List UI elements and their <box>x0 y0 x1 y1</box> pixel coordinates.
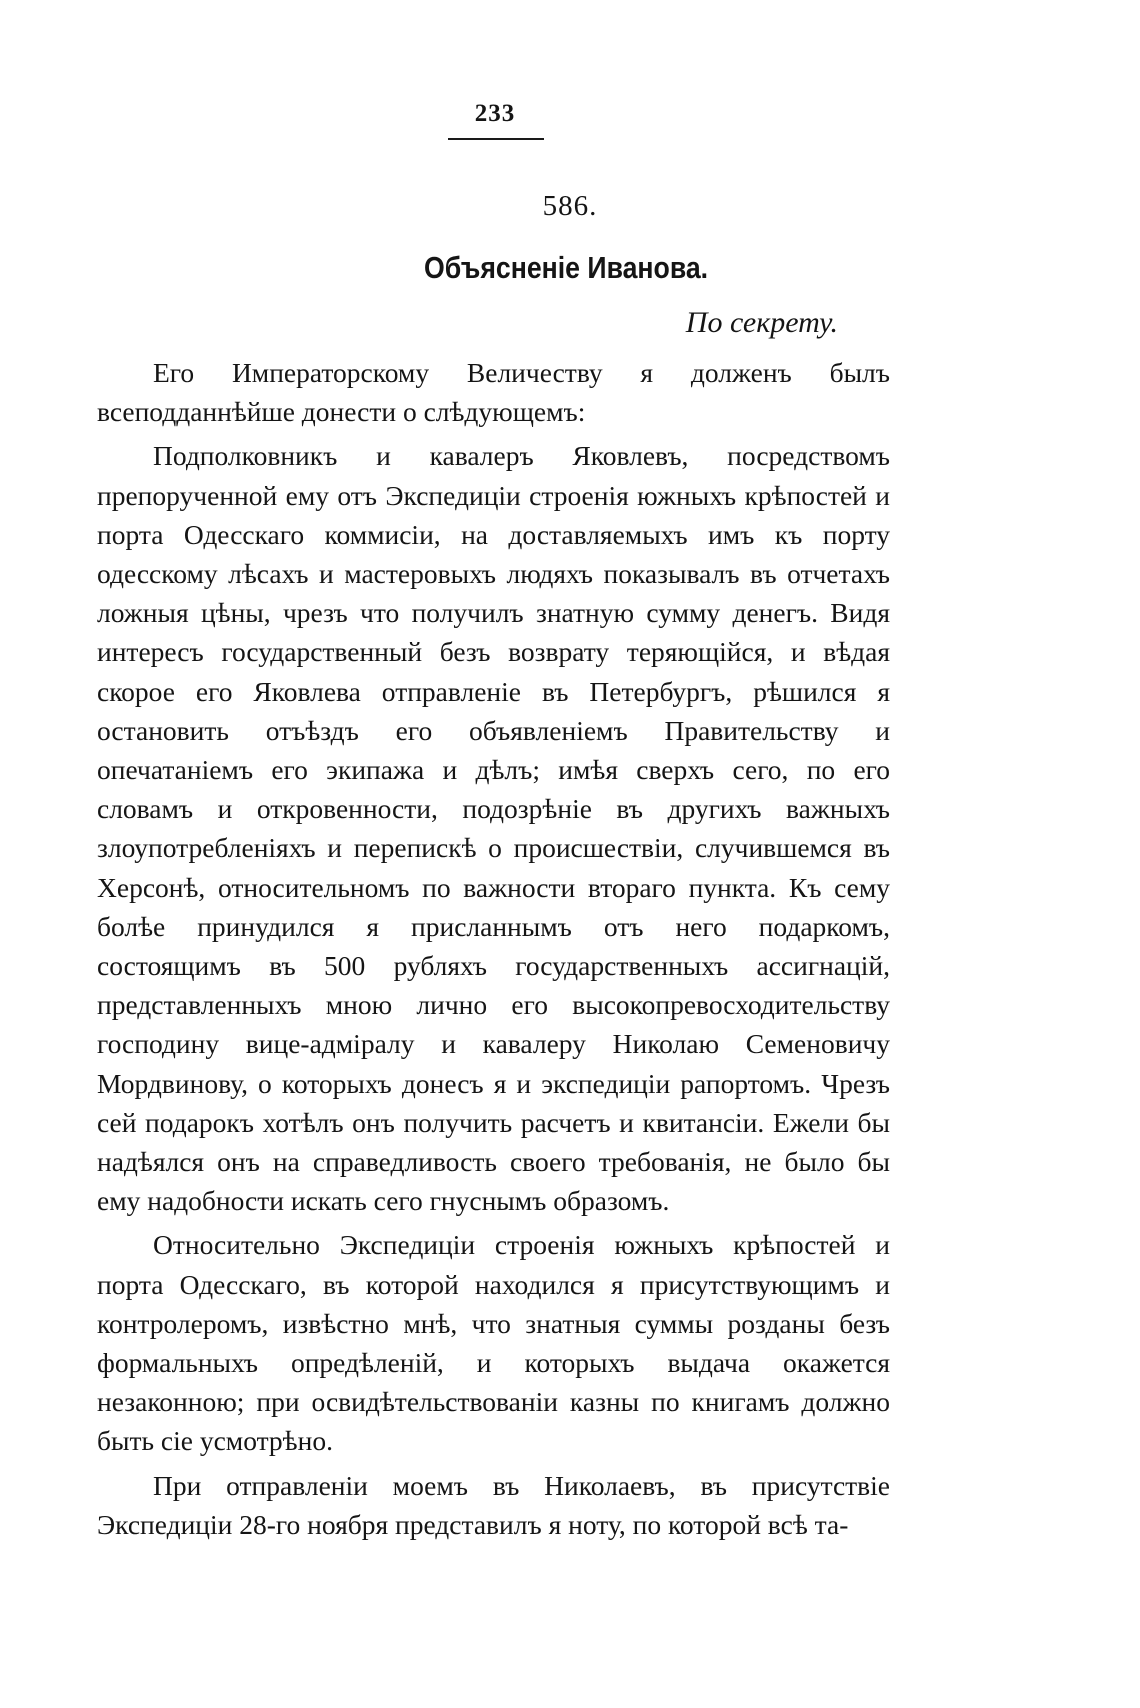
paragraph-3: Относительно Экспедиціи строенія южныхъ крѣпостей и порта Одесскаго, въ которой находился я присутствующимъ и контролеромъ, извѣстно мнѣ, что знатныя суммы розданы безъ формальныхъ опредѣленій, и которыхъ выдача окажется незаконною; при освидѣтельствованіи казны по книгамъ должно быть сіе усмотрѣно. <box>97 1229 890 1457</box>
paragraph-1: Его Императорскому Величеству я долженъ былъ всеподданнѣйше донести о слѣдующемъ: <box>97 357 890 428</box>
page-number: 233 <box>474 100 516 127</box>
document-title: Объясненіе Иванова. <box>424 250 709 285</box>
body-text <box>97 353 890 1544</box>
page-number-rule <box>448 138 544 140</box>
paragraph-4: При отправленіи моемъ въ Николаевъ, въ присутствіе Экспедиціи 28-го ноября представилъ я ноту, по которой всѣ та- <box>97 1469 890 1540</box>
paragraph-2: Подполковникъ и кавалеръ Яковлевъ, посредствомъ препорученной ему отъ Экспедиціи строенія южныхъ крѣпостей и порта Одесскаго коммисіи, на доставляемыхъ имъ къ порту одесскому лѣсахъ и мастеровыхъ людяхъ показывалъ въ отчетахъ ложныя цѣны, чрезъ что получилъ знатную сумму денегъ. Видя интересъ государственный безъ возврату теряющійся, и вѣдая скорое его Яковлева отправленіе въ Петербургъ, рѣшился я остановить отъѣздъ его объявленіемъ Правительству и опечатаніемъ его экипажа и дѣлъ; имѣя сверхъ сего, по его словамъ и откровенности, подозрѣніе въ другихъ важныхъ злоупотребленіяхъ и перепискѣ о происшествіи, случившемся въ Херсонѣ, относительномъ по важности втораго пункта. Къ сему болѣе принудился я присланнымъ отъ него подаркомъ, состоящимъ въ 500 рубляхъ государственныхъ ассигнацій, представленныхъ мною лично его высокопревосходительству господину вице-адміралу и кавалеру Николаю Семеновичу Мордвинову, о которыхъ донесъ я и экспедиціи рапортомъ. Чрезъ сей подарокъ хотѣлъ онъ получить расчетъ и квитансіи. Ежели бы надѣялся онъ на справедливость своего требованія, не было бы ему надобности искать сего гнуснымъ образомъ. <box>97 440 890 1217</box>
document-number: 586. <box>542 190 598 222</box>
secret-note: По секрету. <box>685 306 838 339</box>
